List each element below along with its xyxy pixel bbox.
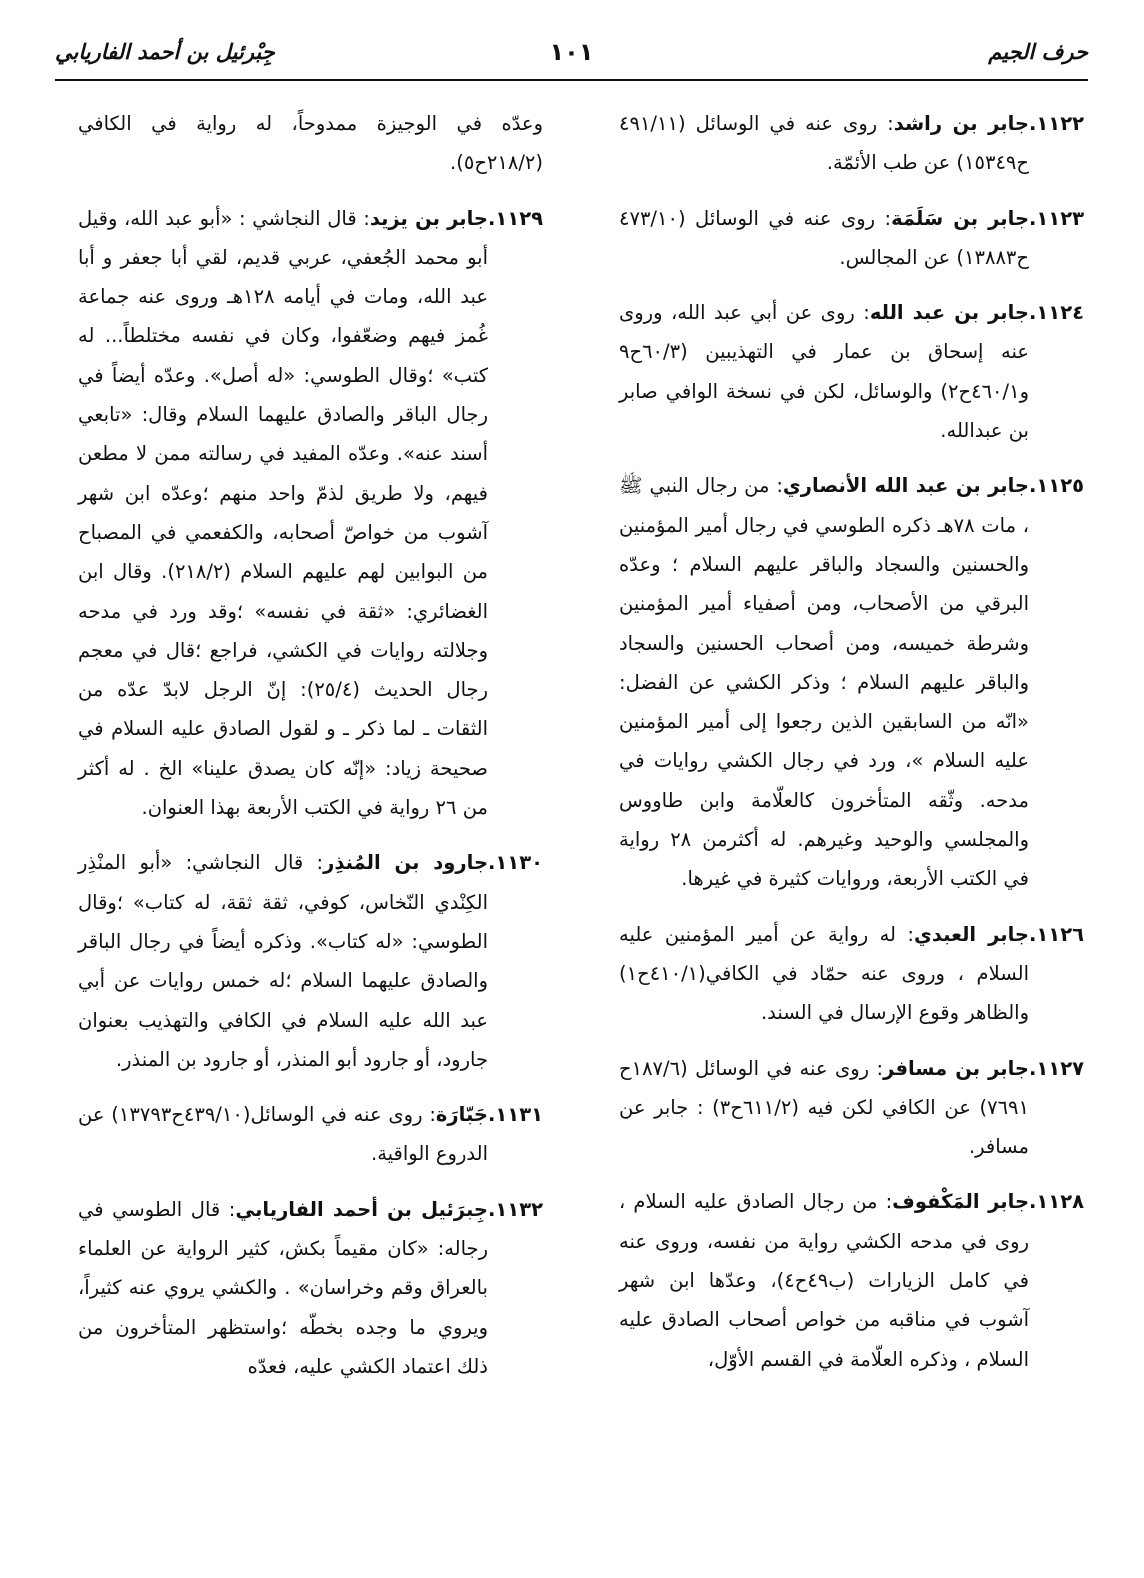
entry-name: جابر العبدي	[914, 922, 1029, 946]
page-number: ١٠١	[549, 38, 594, 66]
biography-entry	[78, 104, 543, 183]
entry-name: جابر بن راشد	[893, 112, 1029, 135]
entry-number: ١١٢٤.	[1028, 301, 1084, 325]
running-head-entry: جِبْرئيل بن أحمد الفاريابي	[55, 40, 275, 64]
entry-text: : قال الطوسي في رجاله: «كان مقيماً بكش، كثير الرواية عن العلماء بالعراق وقم وخراسان» . والكشي يروي عنه كثيراً، ويروي ما وجده بخطّه ؛واستظهر المتأخرون من ذلك اعتماد الكشي عليه، فعدّه	[78, 1197, 488, 1378]
entry-number: ١١٢٩.	[487, 206, 543, 230]
entry-name: جابر بن عبد الله	[869, 301, 1029, 325]
entry-body	[78, 104, 543, 183]
biography-entry	[619, 293, 1084, 450]
entry-name: جابر بن مسافر	[883, 1056, 1029, 1080]
entry-number: ١١٢٦.	[1028, 922, 1084, 946]
entry-text: : من رجال النبي ﷺ ، مات ٧٨هـ ذكره الطوسي في رجال أمير المؤمنين والحسنين والسجاد والباقر عليهم السلام ؛ وعدّه البرقي من الأصحاب، ومن أصفياء أمير المؤمنين وشرطة خميسه، ومن أصحاب الحسنين والسجاد والباقر عليهم السلام ؛ وذكر الكشي عن الفضل: «انّه من السابقين الذين رجعوا إلى أمير المؤمنين عليه السلام »، ورد في رجال الكشي روايات في مدحه. وثّقه المتأخرون كالعلّامة وابن طاووس والمجلسي والوحيد وغيرهم. له أكثرمن ٢٨ رواية في الكتب الأربعة، وروايات كثيرة في غيرها.	[619, 474, 1030, 891]
running-head-chapter: حرف الجيم	[988, 40, 1088, 64]
biography-entry	[78, 1095, 543, 1174]
entry-body	[619, 199, 1084, 278]
entry-text: : روى عنه في الوسائل (٤٧٣/١٠ ح١٣٨٨٣) عن المجالس.	[619, 206, 1029, 269]
entry-text: : روى عنه في الوسائل (٤٩١/١١ ح١٥٣٤٩) عن طب الأئمّة.	[619, 112, 1029, 175]
entry-body	[78, 843, 543, 1079]
entry-name: جابر بن يزيد	[369, 206, 488, 230]
entry-name: جارود بن المُنذِر	[323, 851, 488, 875]
biography-entry	[619, 466, 1084, 898]
entry-text: : من رجال الصادق عليه السلام ، روى في مدحه الكشي رواية من نفسه، وروى عنه في كامل الزيارات (ب٤٩ح٤)، وعدّها ابن شهر آشوب في مناقبه من خواص أصحاب الصادق عليه السلام ، وذكره العلّامة في القسم الأوّل،	[619, 1190, 1029, 1371]
page-header	[55, 36, 1088, 76]
entry-name: جَبّارَة	[435, 1103, 488, 1127]
biography-entry	[619, 1182, 1084, 1378]
entry-body	[619, 1182, 1084, 1378]
entry-body	[78, 1190, 543, 1386]
entry-text: : قال النجاشي: «أبو المنْذِر الكِنْدي النّخاس، كوفي، ثقة ثقة، له كتاب» ؛وقال الطوسي: «له كتاب». وذكره أيضاً في رجال الباقر والصادق عليهما السلام ؛له خمس روايات عن أبي عبد الله عليه السلام في الكافي والتهذيب بعنوان جارود، أو جارود أبو المنذر، أو جارود بن المنذر.	[78, 851, 488, 1071]
entry-number: ١١٢٢.	[1028, 112, 1084, 135]
entry-body	[619, 466, 1084, 898]
entry-body	[78, 1095, 543, 1174]
entry-number: ١١٢٧.	[1028, 1056, 1084, 1080]
entry-number: ١١٣٠.	[487, 851, 543, 875]
entry-text: : روى عن أبي عبد الله، وروى عنه إسحاق بن عمار في التهذيبين (٦٠/٣ح٩ و٤٦٠/١ح٢) والوسائل، لكن في نسخة الوافي صابر بن عبدالله.	[619, 301, 1029, 443]
entry-body	[619, 915, 1084, 1033]
entry-text: : له رواية عن أمير المؤمنين عليه السلام ، وروى عنه حمّاد في الكافي(٤١٠/١ح١) والظاهر وقوع الإرسال في السند.	[619, 922, 1029, 1025]
biography-entry	[78, 1190, 543, 1386]
entry-text: : روى عنه في الوسائل(٤٣٩/١٠ح١٣٧٩٣) عن الدروع الواقية.	[78, 1103, 488, 1166]
entry-number: ١١٣١.	[487, 1103, 543, 1127]
entry-body	[619, 104, 1084, 183]
entry-text: وعدّه في الوجيزة ممدوحاً، له رواية في الكافي (٢١٨/٢ح٥).	[78, 112, 543, 175]
entry-name: جابر بن عبد الله الأنصاري	[782, 474, 1029, 498]
entry-text: : روى عنه في الوسائل (١٨٧/٦ح ٧٦٩١) عن الكافي لكن فيه (٦١١/٢ح٣) : جابر عن مسافر.	[619, 1056, 1030, 1159]
left-column	[78, 104, 543, 1402]
biography-entry	[78, 199, 543, 828]
entry-name: جابر بن سَلَمَة	[891, 206, 1029, 230]
entry-number: ١١٣٢.	[487, 1197, 543, 1221]
header-rule	[55, 79, 1088, 81]
entry-body	[619, 293, 1084, 450]
entry-number: ١١٢٣.	[1028, 206, 1084, 230]
biography-entry	[619, 104, 1084, 183]
entry-body	[78, 199, 543, 828]
biography-entry	[78, 843, 543, 1079]
entry-body	[619, 1049, 1084, 1167]
biography-entry	[619, 1049, 1084, 1167]
biography-entry	[619, 199, 1084, 278]
entry-number: ١١٢٥.	[1028, 474, 1084, 498]
entry-name: جِبرَئيل بن أحمد الفاريابي	[235, 1197, 488, 1221]
entry-name: جابر المَكْفوف	[892, 1190, 1030, 1214]
right-column	[619, 104, 1084, 1395]
entry-number: ١١٢٨.	[1028, 1190, 1084, 1214]
biography-entry	[619, 915, 1084, 1033]
entry-text: : قال النجاشي : «أبو عبد الله، وقيل أبو محمد الجُعفي، عربي قديم، لقي أبا جعفر و أبا عبد الله، ومات في أيامه ١٢٨هـ وروى عنه جماعة غُمز فيهم وضعّفوا، وكان في نفسه مختلطاً... له كتب» ؛وقال الطوسي: «له أصل». وعدّه أيضاً في رجال الباقر والصادق عليهما السلام وقال: «تابعي أسند عنه». وعدّه المفيد في رسالته ممن لا مطعن فيهم، ولا طريق لذمّ واحد منهم ؛وعدّه ابن شهر آشوب من خواصّ أصحابه، والكفعمي في المصباح من البوابين لهم عليهم السلام (٢١٨/٢). وقال ابن الغضائري: «ثقة في نفسه» ؛وقد ورد في مدحه وجلالته روايات في الكشي، فراجع ؛قال في معجم رجال الحديث (٢٥/٤): إنّ الرجل لابدّ عدّه من الثقات ـ لما ذكر ـ و لقول الصادق عليه السلام في صحيحة زياد: «إنّه كان يصدق علينا» الخ . له أكثر من ٢٦ رواية في الكتب الأربعة بهذا العنوان.	[78, 206, 488, 820]
